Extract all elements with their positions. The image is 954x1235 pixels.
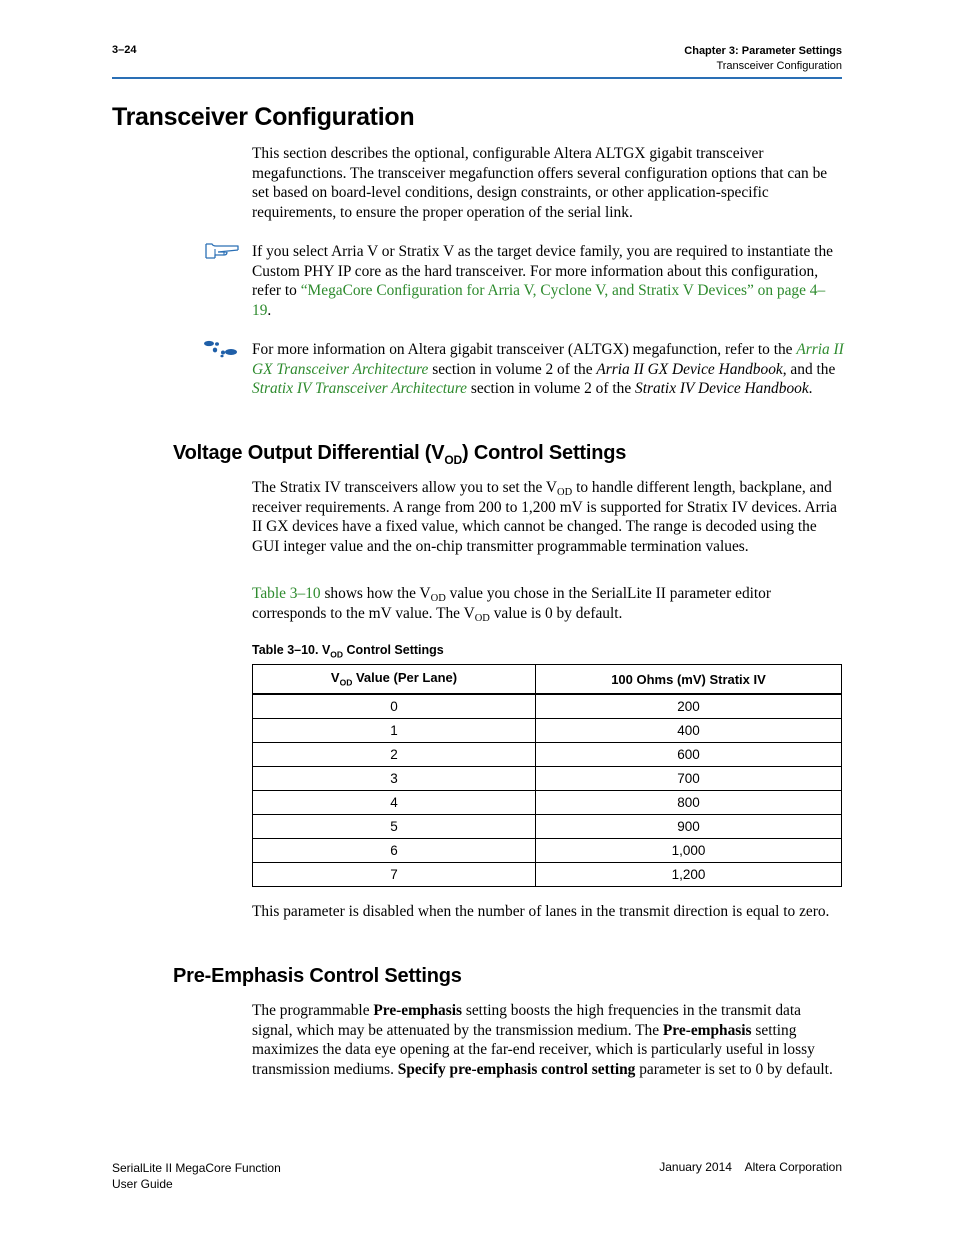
table-caption-post: Control Settings: [343, 643, 444, 657]
col1-post: Value (Per Lane): [352, 670, 458, 686]
arria-ii-gx-transceiver-link[interactable]: Arria II GX Transceiver Architecture: [252, 341, 844, 378]
table-caption: [252, 643, 444, 660]
table-row: [253, 694, 842, 719]
vod-p1-b: to handle different length, backplane, and receiver requirements. A range from 200 to 1,200 mV is supported for Stratix IV devices. Arria II GX devices have a fixed value, which cannot be changed. The range is decoded using the GUI integer value and the on-chip transmitter programmable termination values.: [252, 479, 837, 555]
mv-value-cell: 200: [536, 694, 842, 719]
mv-value-cell: 900: [536, 815, 842, 839]
table-row: [253, 839, 842, 863]
mv-value-cell: 800: [536, 791, 842, 815]
vod-p2-sub1: OD: [430, 593, 446, 604]
table-row: [253, 719, 842, 743]
vod-heading-sub: OD: [444, 453, 463, 467]
reference-paragraph: [252, 340, 844, 399]
pe-d: parameter is set to 0 by default.: [635, 1060, 833, 1078]
vod-heading-post: ) Control Settings: [462, 442, 627, 464]
vod-p1-sub: OD: [557, 487, 573, 498]
reference-text-3: , and the: [782, 360, 836, 378]
stratix-handbook-title: Stratix IV Device Handbook: [635, 380, 809, 397]
reference-text-4: section in volume 2 of the: [467, 380, 635, 397]
vod-p2-c: value is 0 by default.: [489, 604, 623, 622]
vod-value-cell: 6: [253, 839, 536, 863]
mv-value-cell: 700: [536, 767, 842, 791]
table-header-row: [253, 665, 842, 695]
vod-p2-b: value you chose in the SerialLite II parameter editor corresponds to the mV value. The V: [252, 585, 772, 622]
reference-text-5: .: [808, 380, 813, 397]
table-row: [253, 743, 842, 767]
table-row: [253, 815, 842, 839]
header-section: Transceiver Configuration: [716, 60, 842, 72]
column-header-mv-stratix-iv: 100 Ohms (mV) Stratix IV: [536, 665, 842, 695]
arria-handbook-title: Arria II GX Device Handbook: [596, 360, 783, 378]
table-caption-pre: Table 3–10. V: [252, 643, 331, 657]
col1-sub: OD: [339, 677, 353, 688]
table-row: [253, 863, 842, 887]
note-link[interactable]: “MegaCore Configuration for Arria V, Cyclone V, and Stratix V Devices” on page 4–19: [252, 282, 826, 319]
pe-bold-2: Pre-emphasis: [662, 1021, 752, 1039]
footer-date-company: January 2014 Altera Corporation: [659, 1160, 842, 1174]
vod-value-cell: 5: [253, 815, 536, 839]
vod-heading-pre: Voltage Output Differential (V: [173, 442, 445, 464]
reference-text-2: section in volume 2 of the: [428, 360, 597, 378]
vod-p2-a: shows how the V: [320, 585, 431, 602]
pre-emphasis-heading: Pre-Emphasis Control Settings: [173, 965, 462, 987]
table-caption-sub: OD: [330, 649, 344, 660]
page-number: 3–24: [112, 44, 137, 56]
mv-value-cell: 400: [536, 719, 842, 743]
note-paragraph: [252, 242, 844, 320]
footer-line-1: SerialLite II MegaCore Function: [112, 1161, 281, 1175]
vod-value-cell: 3: [253, 767, 536, 791]
vod-section-heading: [173, 442, 626, 467]
footer-doc-title: [112, 1160, 281, 1192]
col1-pre: V: [330, 670, 340, 686]
vod-paragraph-1: [252, 478, 844, 556]
mv-value-cell: 600: [536, 743, 842, 767]
vod-paragraph-3: This parameter is disabled when the number of lanes in the transmit direction is equal to zero.: [252, 903, 830, 920]
pe-bold-1: Pre-emphasis: [373, 1002, 463, 1019]
table-row: [253, 791, 842, 815]
mv-value-cell: 1,200: [536, 863, 842, 887]
pe-bold-3: Specify pre-emphasis control setting: [397, 1060, 636, 1078]
note-text: If you select Arria V or Stratix V as the target device family, you are required to instantiate the Custom PHY IP core as the hard transceiver. For more information about this configuration, refer to: [252, 243, 833, 299]
footprints-icon: [202, 340, 240, 363]
note-end: .: [267, 301, 272, 319]
pe-a: The programmable: [252, 1002, 374, 1019]
vod-value-cell: 7: [253, 863, 536, 887]
table-row: [253, 767, 842, 791]
column-header-vod-value: [253, 665, 536, 695]
intro-paragraph: This section describes the optional, configurable Altera ALTGX gigabit transceiver megafunctions. The transceiver megafunction offers several configuration options that can be set based on board-level conditions, design constraints, or other application-specific requirements, to ensure the proper operation of the serial link.: [252, 145, 828, 221]
header-rule: [112, 77, 842, 79]
page-title: Transceiver Configuration: [112, 103, 415, 131]
vod-value-cell: 4: [253, 791, 536, 815]
mv-value-cell: 1,000: [536, 839, 842, 863]
vod-value-cell: 1: [253, 719, 536, 743]
reference-text-1: For more information on Altera gigabit transceiver (ALTGX) megafunction, refer to the: [252, 341, 797, 358]
stratix-iv-transceiver-link[interactable]: Stratix IV Transceiver Architecture: [252, 380, 468, 397]
vod-control-settings-table: [252, 664, 842, 887]
table-3-10-link[interactable]: Table 3–10: [252, 585, 321, 602]
pre-emphasis-paragraph: [252, 1001, 844, 1079]
vod-value-cell: 2: [253, 743, 536, 767]
pe-c: setting maximizes the data eye opening at the far-end receiver, which is particularly useful in lossy transmission mediums.: [252, 1021, 815, 1078]
vod-p2-sub2: OD: [474, 612, 490, 624]
pe-b: setting boosts the high frequencies in the transmit data signal, which may be attenuated by the transmission medium. The: [252, 1002, 801, 1039]
running-header: [684, 44, 842, 74]
vod-paragraph-2: [252, 584, 844, 623]
header-chapter: Chapter 3: Parameter Settings: [684, 45, 842, 57]
pointing-hand-icon: [204, 240, 240, 265]
vod-p1-a: The Stratix IV transceivers allow you to set the V: [252, 479, 558, 496]
footer-line-2: User Guide: [112, 1177, 173, 1191]
vod-value-cell: 0: [253, 694, 536, 719]
